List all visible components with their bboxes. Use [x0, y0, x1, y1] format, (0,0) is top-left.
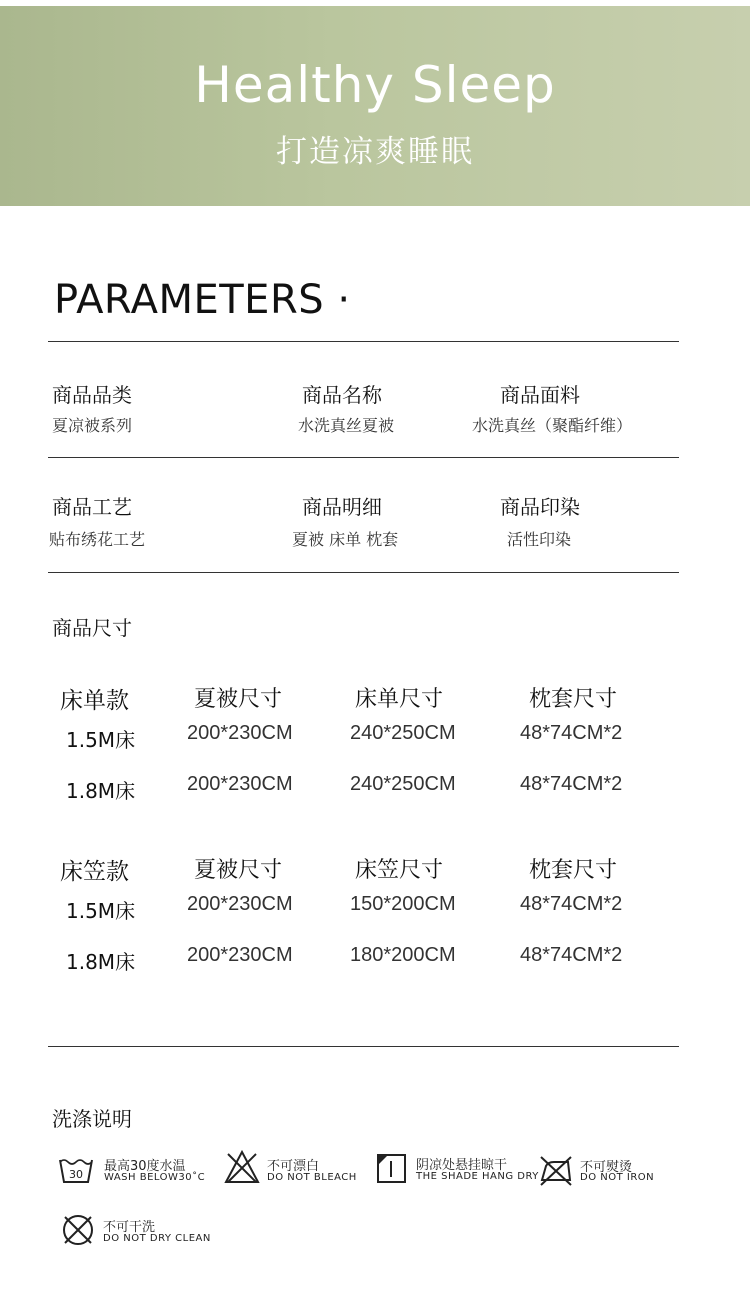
size-title: 商品尺寸: [52, 616, 132, 640]
bed-size-label: 1.8M床: [66, 779, 136, 803]
size-cell: 48*74CM*2: [520, 893, 623, 915]
size-cell: 200*230CM: [187, 893, 293, 915]
divider: [48, 341, 679, 342]
care-label-en: WASH BELOW30˚C: [104, 1172, 206, 1183]
size-cell: 180*200CM: [350, 944, 456, 966]
param-value: 贴布绣花工艺: [49, 530, 146, 549]
care-label-cn: 不可漂白: [267, 1159, 320, 1174]
banner-subtitle: 打造凉爽睡眠: [276, 134, 474, 170]
divider: [48, 1046, 679, 1047]
divider: [48, 457, 679, 458]
param-value: 活性印染: [507, 530, 572, 549]
param-value: 夏被 床单 枕套: [292, 530, 399, 549]
param-value: 夏凉被系列: [52, 416, 133, 435]
care-label-en: DO NOT BLEACH: [267, 1172, 357, 1183]
divider: [48, 572, 679, 573]
size-cell: 200*230CM: [187, 944, 293, 966]
size-table-header: 夏被尺寸: [194, 858, 283, 883]
size-cell: 200*230CM: [187, 722, 293, 744]
care-label-cn: 最高30度水温: [104, 1159, 186, 1174]
size-cell: 48*74CM*2: [520, 773, 623, 795]
size-cell: 48*74CM*2: [520, 944, 623, 966]
wash-30-icon: [58, 1151, 94, 1187]
shade-hang-dry-icon: [375, 1152, 411, 1188]
care-label-cn: 不可干洗: [103, 1220, 156, 1235]
param-label: 商品面料: [500, 383, 580, 407]
param-label: 商品名称: [302, 383, 382, 407]
size-table-name: 床笠款: [60, 859, 129, 885]
param-value: 水洗真丝夏被: [298, 416, 395, 435]
size-table-header: 床笠尺寸: [355, 858, 444, 883]
care-label-cn: 不可熨烫: [580, 1160, 633, 1175]
hero-banner: [0, 6, 750, 206]
parameters-heading: PARAMETERS ·: [54, 277, 351, 323]
bed-size-label: 1.5M床: [66, 899, 136, 923]
size-cell: 240*250CM: [350, 773, 456, 795]
size-cell: 240*250CM: [350, 722, 456, 744]
care-label-en: THE SHADE HANG DRY: [416, 1171, 539, 1182]
bed-size-label: 1.5M床: [66, 728, 136, 752]
care-label-en: DO NOT DRY CLEAN: [103, 1233, 211, 1244]
care-label-en: DO NOT IRON: [580, 1172, 655, 1183]
param-label: 商品明细: [302, 495, 382, 519]
care-label-cn: 阴凉处悬挂晾干: [416, 1158, 508, 1173]
no-dry-clean-icon: [60, 1212, 96, 1248]
size-cell: 150*200CM: [350, 893, 456, 915]
wash-temp-text: 30: [69, 1168, 83, 1181]
size-table-name: 床单款: [60, 688, 129, 714]
banner-title: Healthy Sleep: [194, 56, 556, 114]
care-title: 洗涤说明: [52, 1107, 132, 1131]
param-label: 商品印染: [500, 495, 580, 519]
size-cell: 200*230CM: [187, 773, 293, 795]
param-label: 商品工艺: [52, 495, 132, 519]
size-table-header: 枕套尺寸: [529, 687, 618, 712]
size-table-header: 夏被尺寸: [194, 687, 283, 712]
no-bleach-icon: [224, 1149, 260, 1185]
no-iron-icon: [538, 1152, 574, 1188]
size-table-header: 枕套尺寸: [529, 858, 618, 883]
size-table-header: 床单尺寸: [355, 687, 444, 712]
bed-size-label: 1.8M床: [66, 950, 136, 974]
size-cell: 48*74CM*2: [520, 722, 623, 744]
param-label: 商品品类: [52, 383, 132, 407]
param-value: 水洗真丝（聚酯纤维）: [472, 416, 633, 435]
